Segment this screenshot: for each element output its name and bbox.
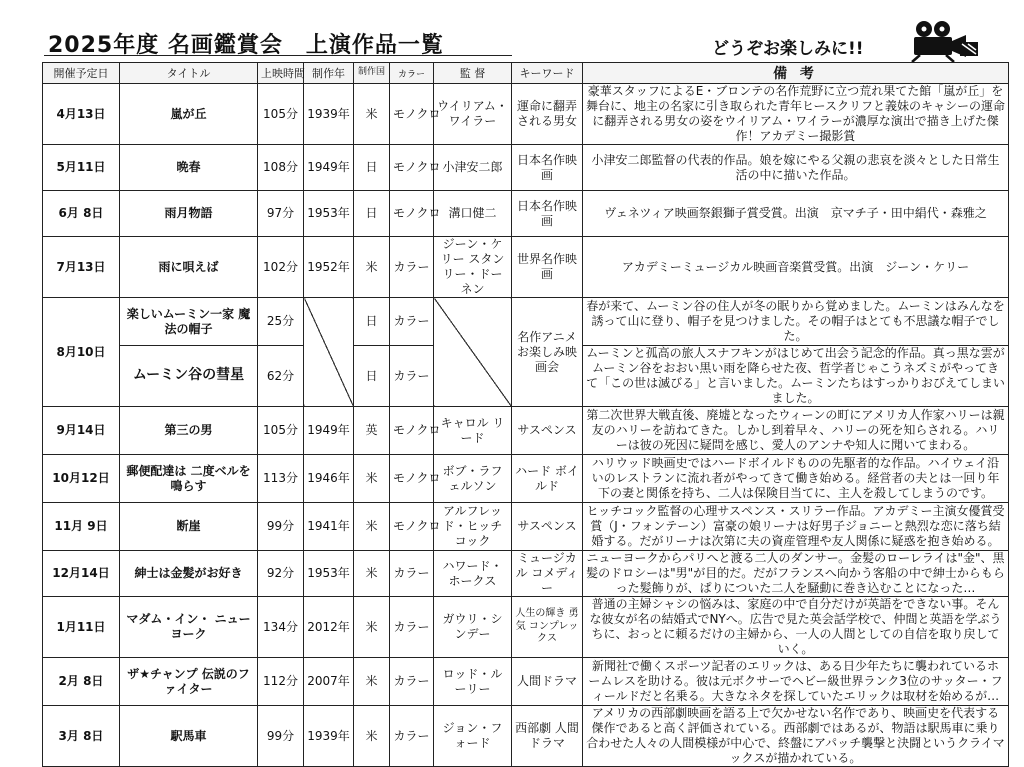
- remarks: ハリウッド映画史ではハードボイルドものの先駆者的な作品。ハイウェイ沿いのレストランに流れ者がやってきて働き始める。経営者の夫とは一回り年下の妻と関係を持ち、二人は保険目当てに、主人を殺してしまうのです。: [583, 455, 1009, 503]
- greeting-text: どうぞお楽しみに!!: [712, 39, 864, 59]
- film-schedule-table: [42, 62, 1009, 767]
- column-header-director: 監 督: [434, 63, 512, 84]
- production-year: 1949年: [304, 145, 354, 191]
- film-title: 紳士は金髪がお好き: [120, 551, 258, 597]
- director: ハワード・ホークス: [434, 551, 512, 597]
- remarks: ヴェネツィア映画祭銀獅子賞受賞。出演 京マチ子・田中絹代・森雅之: [583, 191, 1009, 237]
- production-country: 米: [354, 706, 390, 767]
- director: ロッド・ルーリー: [434, 658, 512, 706]
- screening-date: 12月14日: [43, 551, 120, 597]
- film-title: 楽しいムーミン一家 魔法の帽子: [120, 298, 258, 346]
- production-year-blank: [304, 298, 354, 407]
- production-country: 日: [354, 191, 390, 237]
- runtime: 105分: [258, 84, 304, 145]
- color-type: モノクロ: [390, 145, 434, 191]
- runtime: 112分: [258, 658, 304, 706]
- screening-date: 7月13日: [43, 237, 120, 298]
- runtime: 102分: [258, 237, 304, 298]
- production-country: 米: [354, 237, 390, 298]
- production-year: 2007年: [304, 658, 354, 706]
- film-title: ザ★チャンプ 伝説のファイター: [120, 658, 258, 706]
- production-year: 1946年: [304, 455, 354, 503]
- color-type: カラー: [390, 237, 434, 298]
- runtime: 25分: [258, 298, 304, 346]
- column-header-runtime: 上映時間: [258, 63, 304, 84]
- remarks: 小津安二郎監督の代表的作品。娘を嫁にやる父親の悲哀を淡々とした日常生活の中に描いた作品。: [583, 145, 1009, 191]
- director: ウイリアム・ワイラー: [434, 84, 512, 145]
- runtime: 62分: [258, 346, 304, 407]
- keyword: 人生の輝き 勇気 コンプレックス: [512, 597, 583, 658]
- screening-date: 6月 8日: [43, 191, 120, 237]
- production-country: 英: [354, 407, 390, 455]
- color-type: モノクロ: [390, 84, 434, 145]
- color-type: カラー: [390, 658, 434, 706]
- keyword: サスペンス: [512, 407, 583, 455]
- production-country: 日: [354, 298, 390, 346]
- remarks: 普通の主婦シャシの悩みは、家庭の中で自分だけが英語をできない事。そんな彼女が名の結婚式でNYへ。広告で見た英会話学校で、仲間と英語を学ぶうちに、おっとに頼るだけの主婦から、一人の人間としての自信を取り戻していく。: [583, 597, 1009, 658]
- table-row: [43, 191, 1009, 237]
- production-country: 米: [354, 84, 390, 145]
- table-row: [43, 706, 1009, 767]
- film-title: 雨月物語: [120, 191, 258, 237]
- film-title: 駅馬車: [120, 706, 258, 767]
- production-year: 2012年: [304, 597, 354, 658]
- column-header-keyword: キーワード: [512, 63, 583, 84]
- color-type: モノクロ: [390, 455, 434, 503]
- film-title: 断崖: [120, 503, 258, 551]
- director: ボブ・ラフェルソン: [434, 455, 512, 503]
- table-row: [43, 237, 1009, 298]
- film-title: 嵐が丘: [120, 84, 258, 145]
- table-row: [43, 84, 1009, 145]
- page-header: [0, 0, 1024, 62]
- remarks: 第二次世界大戦直後、廃墟となったウィーンの町にアメリカ人作家ハリーは親友のハリーを訪ねてきた。しかし到着早々、ハリーの死を知らされる。ハリーは彼の死因に疑問を感じ、愛人のアンナや知人に聞いてまわる。: [583, 407, 1009, 455]
- table-row: [43, 145, 1009, 191]
- screening-date: 8月10日: [43, 298, 120, 407]
- production-year: 1952年: [304, 237, 354, 298]
- keyword: 人間ドラマ: [512, 658, 583, 706]
- director: ジョン・フォード: [434, 706, 512, 767]
- keyword: 名作アニメお楽しみ映画会: [512, 298, 583, 407]
- color-type: カラー: [390, 346, 434, 407]
- production-country: 日: [354, 346, 390, 407]
- keyword: 西部劇 人間ドラマ: [512, 706, 583, 767]
- film-title: 晩春: [120, 145, 258, 191]
- runtime: 99分: [258, 706, 304, 767]
- column-header-country: 制作国: [354, 63, 390, 84]
- production-year: 1953年: [304, 191, 354, 237]
- keyword: ハード ボイルド: [512, 455, 583, 503]
- screening-date: 4月13日: [43, 84, 120, 145]
- production-year: 1949年: [304, 407, 354, 455]
- table-row: [43, 658, 1009, 706]
- color-type: カラー: [390, 706, 434, 767]
- runtime: 134分: [258, 597, 304, 658]
- color-type: モノクロ: [390, 407, 434, 455]
- production-year: 1939年: [304, 84, 354, 145]
- film-title: 第三の男: [120, 407, 258, 455]
- keyword: サスペンス: [512, 503, 583, 551]
- production-country: 日: [354, 145, 390, 191]
- screening-date: 10月12日: [43, 455, 120, 503]
- column-header-remarks: 備 考: [583, 63, 1009, 84]
- screening-date: 2月 8日: [43, 658, 120, 706]
- screening-date: 3月 8日: [43, 706, 120, 767]
- table-row: [43, 503, 1009, 551]
- film-title: マダム・イン・ ニューヨーク: [120, 597, 258, 658]
- color-type: モノクロ: [390, 191, 434, 237]
- keyword: 世界名作映画: [512, 237, 583, 298]
- keyword: 日本名作映画: [512, 145, 583, 191]
- column-header-date: 開催予定日: [43, 63, 120, 84]
- production-country: 米: [354, 551, 390, 597]
- production-country: 米: [354, 597, 390, 658]
- director: キャロル リード: [434, 407, 512, 455]
- production-country: 米: [354, 455, 390, 503]
- color-type: カラー: [390, 551, 434, 597]
- production-year: 1939年: [304, 706, 354, 767]
- film-title: 郵便配達は 二度ベルを鳴らす: [120, 455, 258, 503]
- director: 溝口健二: [434, 191, 512, 237]
- remarks: アカデミーミュージカル映画音楽賞受賞。出演 ジーン・ケリー: [583, 237, 1009, 298]
- table-row: [43, 455, 1009, 503]
- production-year: 1941年: [304, 503, 354, 551]
- remarks: 新聞社で働くスポーツ記者のエリックは、ある日少年たちに襲われているホームレスを助ける。彼は元ボクサーでヘビー級世界ランク3位のサッター・フィールドだと名乗る。大きなネタを探していたエリックは取材を始めるが…: [583, 658, 1009, 706]
- runtime: 113分: [258, 455, 304, 503]
- director: アルフレッド・ヒッチコック: [434, 503, 512, 551]
- table-row: [43, 597, 1009, 658]
- remarks: ムーミンと孤高の旅人スナフキンがはじめて出会う記念的作品。真っ黒な雲がムーミン谷をおおい黒い雨を降らせた夜、哲学者じゃこうネズミがやってきて「この世は滅びる」と言いました。ムーミンたちはすっかりおびえてしまいました。: [583, 346, 1009, 407]
- table-row: [43, 551, 1009, 597]
- runtime: 92分: [258, 551, 304, 597]
- director: 小津安二郎: [434, 145, 512, 191]
- remarks: ヒッチコック監督の心理サスペンス・スリラー作品。アカデミー主演女優賞受賞（J・フォンテーン）富豪の娘リーナは好男子ジョニーと熱烈な恋に落ち結婚する。だがリーナは次第に夫の資産管理や友人関係に疑惑を抱き始める。: [583, 503, 1009, 551]
- keyword: 運命に翻弄される男女: [512, 84, 583, 145]
- movie-camera-icon: [900, 20, 980, 62]
- column-header-color: カラー: [390, 63, 434, 84]
- column-header-year: 制作年: [304, 63, 354, 84]
- production-country: 米: [354, 658, 390, 706]
- color-type: カラー: [390, 298, 434, 346]
- title-underline: [44, 55, 512, 56]
- runtime: 105分: [258, 407, 304, 455]
- screening-date: 1月11日: [43, 597, 120, 658]
- screening-date: 5月11日: [43, 145, 120, 191]
- film-title: ムーミン谷の彗星: [120, 346, 258, 407]
- production-country: 米: [354, 503, 390, 551]
- director-blank: [434, 298, 512, 407]
- table-header-row: [43, 63, 1009, 84]
- remarks: 豪華スタッフによるE・ブロンテの名作荒野に立つ荒れ果てた館「嵐が丘」を舞台に、地主の名家に引き取られた青年ヒースクリフと義妹のキャシーの運命に翻弄される男女の姿をウイリアム・ワイラーが濃厚な演出で描き上げた傑作！アカデミー撮影賞: [583, 84, 1009, 145]
- screening-date: 11月 9日: [43, 503, 120, 551]
- keyword: 日本名作映画: [512, 191, 583, 237]
- film-title: 雨に唄えば: [120, 237, 258, 298]
- color-type: カラー: [390, 597, 434, 658]
- table-row: [43, 407, 1009, 455]
- column-header-title: タイトル: [120, 63, 258, 84]
- table-row: [43, 298, 1009, 346]
- color-type: モノクロ: [390, 503, 434, 551]
- remarks: ニューヨークからパリへと渡る二人のダンサー。金髪のローレライは"金"、黒髪のドロシーは"男"が目的だ。だがフランスへ向かう客船の中で紳士からもらった髪飾りが、ぱりについた二人を騒動に巻き込むことになった…: [583, 551, 1009, 597]
- director: ジーン・ケリー スタンリー・ドーネン: [434, 237, 512, 298]
- keyword: ミュージカル コメディー: [512, 551, 583, 597]
- screening-date: 9月14日: [43, 407, 120, 455]
- remarks: アメリカの西部劇映画を語る上で欠かせない名作であり、映画史を代表する傑作であると高く評価されている。西部劇ではあるが、物語は駅馬車に乗り合わせた人々の人間模様が中心で、終盤にアパッチ襲撃と決闘というクライマックスが描かれている。: [583, 706, 1009, 767]
- production-year: 1953年: [304, 551, 354, 597]
- runtime: 97分: [258, 191, 304, 237]
- remarks: 春が来て、ムーミン谷の住人が冬の眠りから覚めました。ムーミンはみんなを誘って山に登り、帽子を見つけました。その帽子はとても不思議な帽子でした。: [583, 298, 1009, 346]
- director: ガウリ・シンデー: [434, 597, 512, 658]
- runtime: 108分: [258, 145, 304, 191]
- runtime: 99分: [258, 503, 304, 551]
- page-title: 2025年度 名画鑑賞会 上演作品一覧: [48, 33, 444, 58]
